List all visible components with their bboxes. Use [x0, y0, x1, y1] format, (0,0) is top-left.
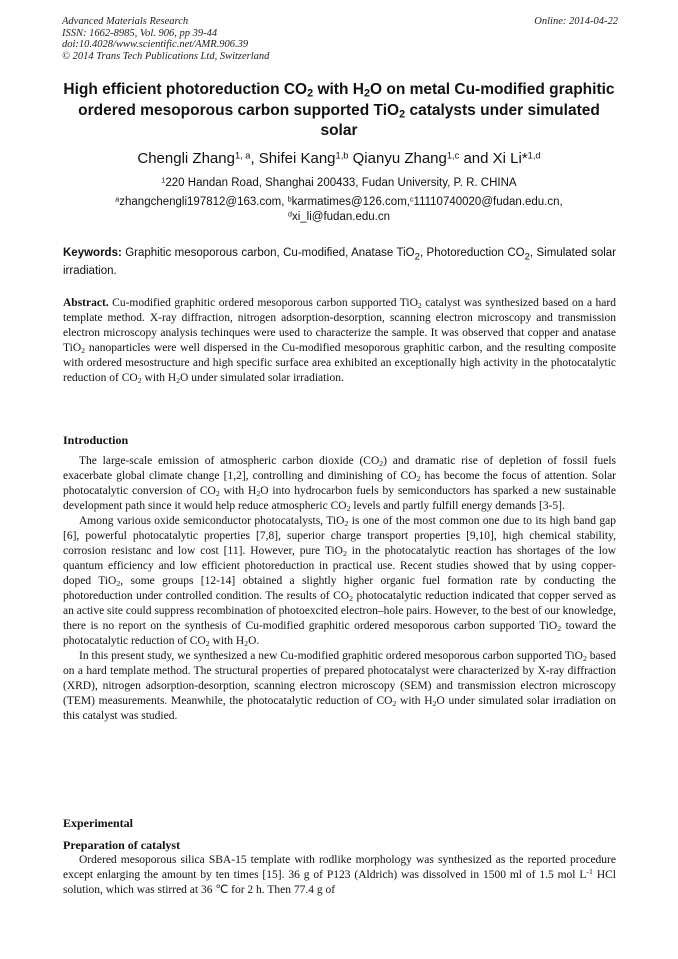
intro-paragraph-1: The large-scale emission of atmospheric carbon dioxide $(CO_2)$ and dramatic rise of depletion of fossil fuels exacerbate global climate change [1,2], controlling and diminishing of $CO_2$ has become the focus of attention. Solar photocatalytic conversion of $CO_2$ with $H_2O$ into hydrocarbon fuels by semiconductors has sparked a new sustainable development path since it would help reduce atmospheric $CO_2$ levels and partly fulfill energy demands [3-5].	[63, 455, 616, 513]
affiliation: $^1$220 Handan Road, Shanghai 200433, Fudan University, P. R. CHINA	[161, 176, 517, 189]
journal-doi: doi:10.4028/www.scientific.net/AMR.906.39	[62, 39, 249, 50]
journal-header	[62, 16, 618, 62]
online-date: Online: 2014-04-22	[534, 16, 618, 27]
experimental-paragraph-1: Ordered mesoporous silica SBA-15 template with rodlike morphology was synthesized as the reported procedure except enlarging the amount by ten times [15]. 36 g of P123 (Aldrich) was dissolved in 1500 ml of 1.5 mol $L^{-1}$ HCl solution, which was stirred at 36 ℃ for 2 h. Then 77.4 g of	[63, 854, 616, 896]
abstract: Abstract. Cu-modified graphitic ordered mesoporous carbon supported TiO$_2$ catalyst was synthesized based on a hard template method. X-ray diffraction, nitrogen adsorption-desorption, scanning electron microscopy and transmission electron microscopy analysis techinques were used to characterize the sample. It was observed that copper and anatase TiO$_2$ nanoparticles were well dispersed in the Cu-modified mesoporous graphitic carbon, and the resulting composite with ordered mesostructure and high specific surface area exhibited an exceptionally high activity in the photocatalytic reduction of $CO_2$ with $H_2O$ under simulated solar irradiation.	[63, 297, 616, 385]
paper-title: High efficient photoreduction $CO_2$ with $H_2O$ on metal Cu-modified graphitic ordered mesoporous carbon supported TiO$_2$ catalysts under simulated solar	[63, 81, 615, 139]
author-list: Chengli Zhang$^{1, a}$, Shifei Kang$^{1,b}$ Qianyu Zhang$^{1,c}$ and Xi Li*$^{1,d}$	[137, 150, 541, 167]
introduction-heading: Introduction	[63, 433, 129, 447]
experimental-heading: Experimental	[63, 816, 133, 830]
intro-paragraph-2: Among various oxide semiconductor photocatalysts, TiO$_2$ is one of the most common one due to its high band gap [6], powerful photocatalytic properties [7,8], superior charge transport properties [9,10], high chemical stability, corrosion resistanc and low cost [11]. However, pure TiO$_2$ in the photocatalytic reaction has shortages of the low quantum efficiency and low efficient photoreduction in practical use. Recent studies showed that by using copper-doped TiO$_2$, some groups [12-14] obtained a slightly higher organic fuel formation rate by conducting the photoreduction under controlled condition. The results of $CO_2$ photocatalytic reduction indicated that copper served as an active site could suppress recombination of photoexcited electron–hole pairs. However, to the best of our knowledge, there is no report on the synthesis of Cu-modified graphitic ordered mesoporous carbon supported TiO$_2$ toward the photocatalytic reduction of $CO_2$ with $H_2O$.	[63, 515, 617, 648]
intro-paragraph-3: In this present study, we synthesized a new Cu-modified graphitic ordered mesoporous carbon supported TiO$_2$ based on a hard template method. The structural properties of prepared photocatalyst were characterized by X-ray diffraction (XRD), nitrogen adsorption-desorption, scanning electron microscopy (SEM) and transmission electron microscopy (TEM) measurements. Meanwhile, the photocatalytic reduction of $CO_2$ with $H_2O$ under simulated solar irradiation on this catalyst was studied.	[63, 650, 616, 722]
author-emails: $^a$zhangchengli197812@163.com, $^b$karmatimes@126.com,$^c$11110740020@fudan.edu.cn, $^d$xi_li@fudan.edu.cn	[115, 195, 563, 223]
keywords: Keywords: Graphitic mesoporous carbon, Cu-modified, Anatase TiO$_2$, Photoreduction $CO_2$, Simulated solar irradiation.	[63, 247, 616, 278]
introduction-body	[63, 454, 616, 724]
experimental-body	[63, 853, 616, 898]
preparation-subheading: Preparation of catalyst	[63, 838, 181, 852]
journal-issn: ISSN: 1662-8985, Vol. 906, pp 39-44	[62, 27, 218, 39]
journal-name: Advanced Materials Research	[62, 16, 189, 27]
journal-copyright: © 2014 Trans Tech Publications Ltd, Switzerland	[62, 50, 270, 62]
